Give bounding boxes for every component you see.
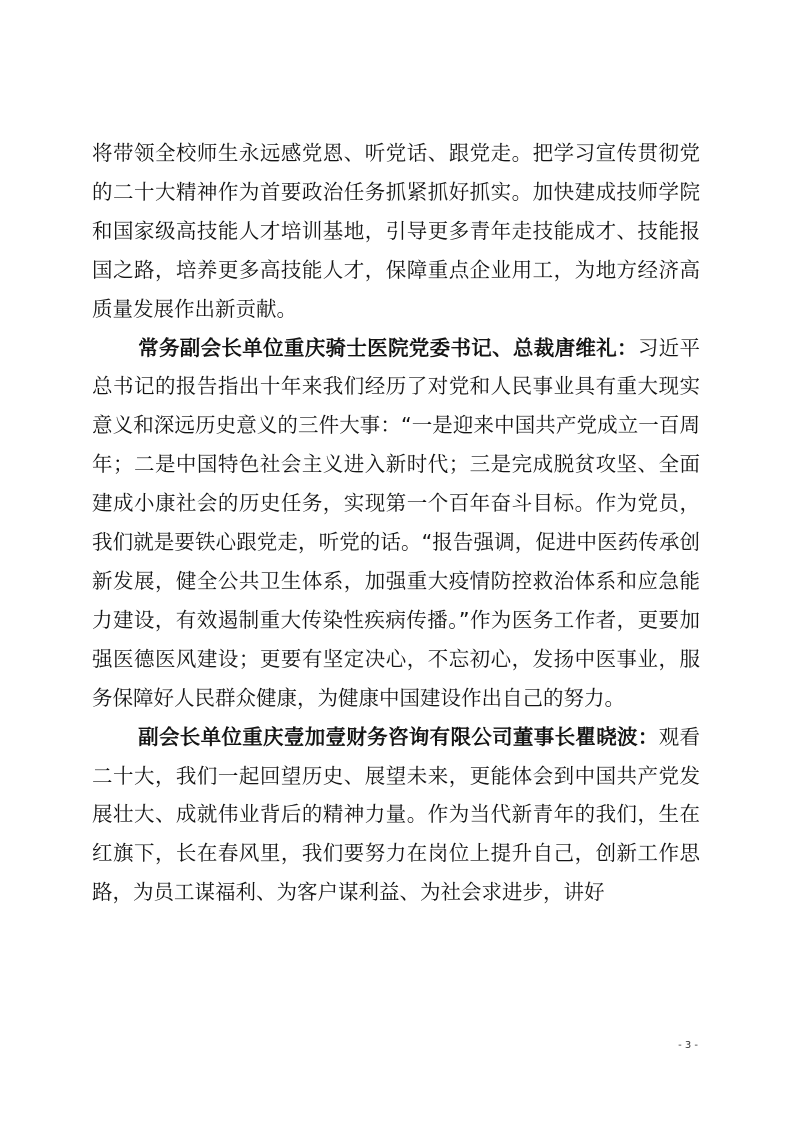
paragraph-text: 将带领全校师生永远感党恩、听党话、跟党走。把学习宣传贯彻党的二十大精神作为首要政治任务抓紧抓好抓实。加快建成技师学院和国家级高技能人才培训基地，引导更多青年走技能成才、技能报国之路，培养更多高技能人才，保障重点企业用工，为地方经济高质量发展作出新贡献。: [92, 141, 700, 321]
paragraph-text: 习近平总书记的报告指出十年来我们经历了对党和人民事业具有重大现实意义和深远历史意义的三件大事：“一是迎来中国共产党成立一百周年；二是中国特色社会主义进入新时代；三是完成脱贫攻坚、全面建成小康社会的历史任务，实现第一个百年奋斗目标。作为党员，我们就是要铁心跟党走，听党的话。“报告强调，促进中医药传承创新发展，健全公共卫生体系，加强重大疫情防控救治体系和应急能力建设，有效遏制重大传染性疾病传播。”作为医务工作者，更要加强医德医风建设；更要有坚定决心，不忘初心，发扬中医事业，服务保障好人民群众健康，为健康中国建设作出自己的努力。: [92, 335, 701, 710]
document-body: [92, 134, 700, 912]
paragraph-speech-qu-xiaobo: [92, 718, 700, 913]
speaker-name: 副会长单位重庆壹加壹财务咨询有限公司董事长瞿晓波：: [138, 724, 659, 749]
paragraph-continuation: [92, 134, 700, 329]
speaker-name: 常务副会长单位重庆骑士医院党委书记、总裁唐维礼：: [138, 335, 638, 360]
paragraph-text: 观看二十大，我们一起回望历史、展望未来，更能体会到中国共产党发展壮大、成就伟业背后的精神力量。作为当代新青年的我们，生在红旗下，长在春风里，我们要努力在岗位上提升自己，创新工作思路，为员工谋福利、为客户谋利益、为社会求进步，讲好: [92, 724, 701, 905]
paragraph-speech-tang-weili: [92, 329, 700, 718]
page-number: - 3 -: [678, 1040, 698, 1051]
